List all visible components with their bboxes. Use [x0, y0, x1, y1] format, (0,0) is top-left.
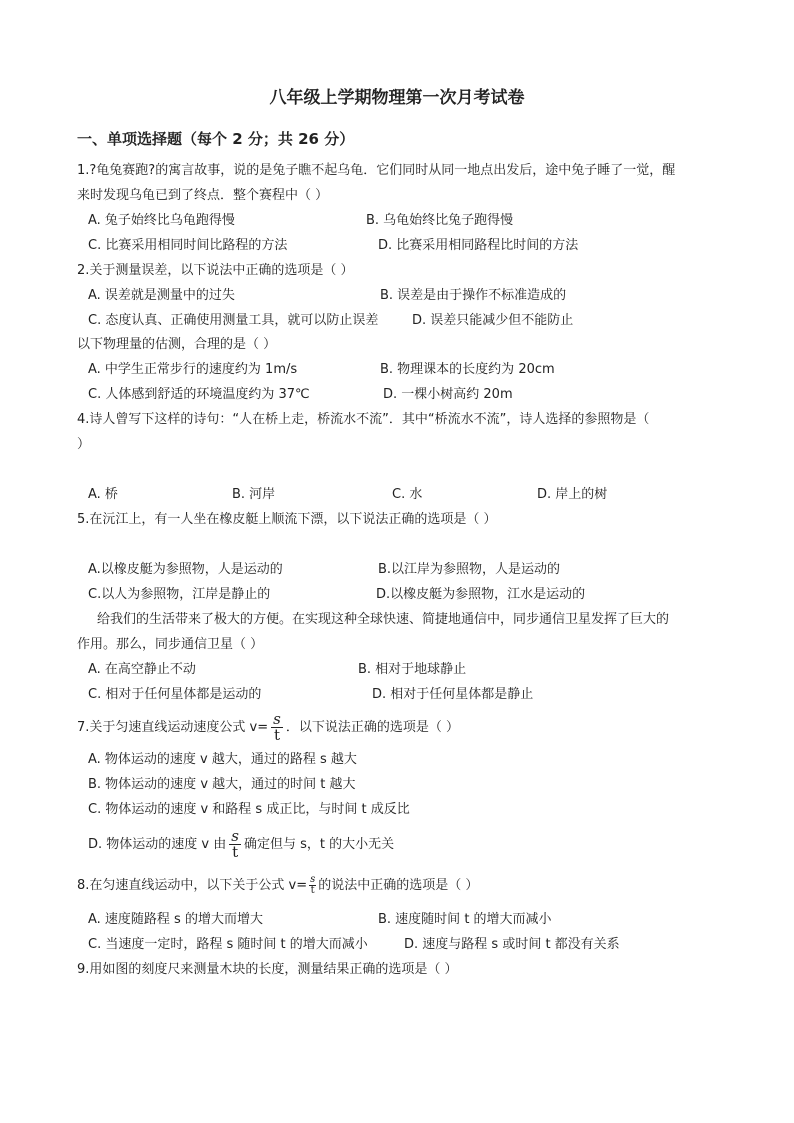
- q4-option-c: C. 水: [392, 487, 423, 502]
- q7-fraction-numerator: s: [273, 710, 281, 728]
- q1-stem-line2: 来时发现乌龟已到了终点．整个赛程中（ ）: [77, 188, 329, 203]
- q5-option-b: B.以江岸为参照物，人是运动的: [378, 562, 561, 577]
- q8-formula-fraction: [309, 875, 316, 896]
- q5-option-a: A.以橡皮艇为参照物，人是运动的: [88, 562, 283, 577]
- q8-option-a: A. 速度随路程 s 的增大而增大: [88, 912, 263, 927]
- q7-option-d-post: 确定但与 s，t 的大小无关: [243, 837, 395, 852]
- q1-stem-line1: 1.?龟兔赛跑?的寓言故事，说的是兔子瞧不起乌龟．它们同时从同一地点出发后，途中兔子睡了一觉，醒: [77, 163, 676, 178]
- q7-option-b: B. 物体运动的速度 v 越大，通过的时间 t 越大: [88, 777, 356, 792]
- q5-option-d: D.以橡皮艇为参照物，江水是运动的: [376, 587, 586, 602]
- q7-option-a: A. 物体运动的速度 v 越大，通过的路程 s 越大: [88, 752, 357, 767]
- q8-stem-post: 的说法中正确的选项是（ ）: [318, 878, 479, 893]
- q3-option-c: C. 人体感到舒适的环境温度约为 37℃: [88, 387, 310, 402]
- q8-option-c: C. 当速度一定时，路程 s 随时间 t 的增大而减小: [88, 937, 368, 952]
- q6-option-b: B. 相对于地球静止: [358, 662, 467, 677]
- q3-option-b: B. 物理课本的长度约为 20cm: [380, 362, 555, 377]
- q6-option-a: A. 在高空静止不动: [88, 662, 196, 677]
- q5-stem: 5.在沅江上，有一人坐在橡皮艇上顺流下漂，以下说法正确的选项是（ ）: [77, 512, 497, 527]
- q2-option-c: C. 态度认真、正确使用测量工具，就可以防止误差: [88, 313, 379, 328]
- q1-option-b: B. 乌龟始终比兔子跑得慢: [366, 213, 514, 228]
- q2-option-b: B. 误差是由于操作不标准造成的: [380, 288, 567, 303]
- q6-option-d: D. 相对于任何星体都是静止: [372, 687, 534, 702]
- q1-option-a: A. 兔子始终比乌龟跑得慢: [88, 213, 235, 228]
- q8-fraction-denominator: t: [310, 885, 315, 896]
- q6-stem-line1: 给我们的生活带来了极大的方便。在实现这种全球快速、简捷地通信中，同步通信卫星发挥了巨大的: [97, 612, 670, 627]
- q6-option-c: C. 相对于任何星体都是运动的: [88, 687, 262, 702]
- q4-option-d: D. 岸上的树: [537, 487, 608, 502]
- q4-option-a: A. 桥: [88, 487, 118, 502]
- q2-stem: 2.关于测量误差，以下说法中正确的选项是（ ）: [77, 263, 354, 278]
- q7-option-d-pre: D. 物体运动的速度 v 由: [88, 837, 227, 852]
- q1-option-c: C. 比赛采用相同时间比路程的方法: [88, 238, 288, 253]
- q4-option-b: B. 河岸: [232, 487, 276, 502]
- q7-formula-fraction: [271, 712, 283, 743]
- section-heading: 一、单项选择题（每个 2 分；共 26 分）: [77, 130, 355, 148]
- q7-option-d-fraction: [229, 829, 241, 860]
- q7-stem-post: ．以下说法正确的选项是（ ）: [285, 720, 459, 735]
- q7-option-d-denominator: t: [232, 843, 239, 861]
- q7-stem-pre: 7.关于匀速直线运动速度公式 v=: [77, 720, 269, 735]
- q3-stem: 以下物理量的估测，合理的是（ ）: [77, 337, 277, 352]
- q1-option-d: D. 比赛采用相同路程比时间的方法: [378, 238, 579, 253]
- q8-stem-pre: 8.在匀速直线运动中，以下关于公式 v=: [77, 878, 308, 893]
- q3-option-a: A. 中学生正常步行的速度约为 1m/s: [88, 362, 298, 377]
- q2-option-a: A. 误差就是测量中的过失: [88, 288, 235, 303]
- q4-stem-line2: ）: [77, 437, 91, 452]
- q7-option-d-numerator: s: [231, 827, 239, 845]
- q3-option-d: D. 一棵小树高约 20m: [383, 387, 513, 402]
- q8-stem: [77, 874, 478, 898]
- q7-option-c: C. 物体运动的速度 v 和路程 s 成正比，与时间 t 成反比: [88, 802, 410, 817]
- q2-option-d: D. 误差只能减少但不能防止: [412, 313, 574, 328]
- q9-stem: 9.用如图的刻度尺来测量木块的长度，测量结果正确的选项是（ ）: [77, 962, 458, 977]
- q7-stem: [77, 712, 459, 744]
- page-title: 八年级上学期物理第一次月考试卷: [269, 88, 525, 108]
- q7-option-d: [88, 828, 394, 862]
- q8-option-b: B. 速度随时间 t 的增大而减小: [378, 912, 552, 927]
- q6-stem-line2: 作用。那么，同步通信卫星（ ）: [77, 637, 264, 652]
- q8-option-d: D. 速度与路程 s 或时间 t 都没有关系: [404, 937, 620, 952]
- q4-stem-line1: 4.诗人曾写下这样的诗句：“人在桥上走，桥流水不流”．其中“桥流水不流”，诗人选择的参照物是（: [77, 412, 650, 427]
- q5-option-c: C.以人为参照物，江岸是静止的: [88, 587, 271, 602]
- q8-fraction-numerator: s: [310, 874, 316, 885]
- q7-fraction-denominator: t: [273, 726, 280, 744]
